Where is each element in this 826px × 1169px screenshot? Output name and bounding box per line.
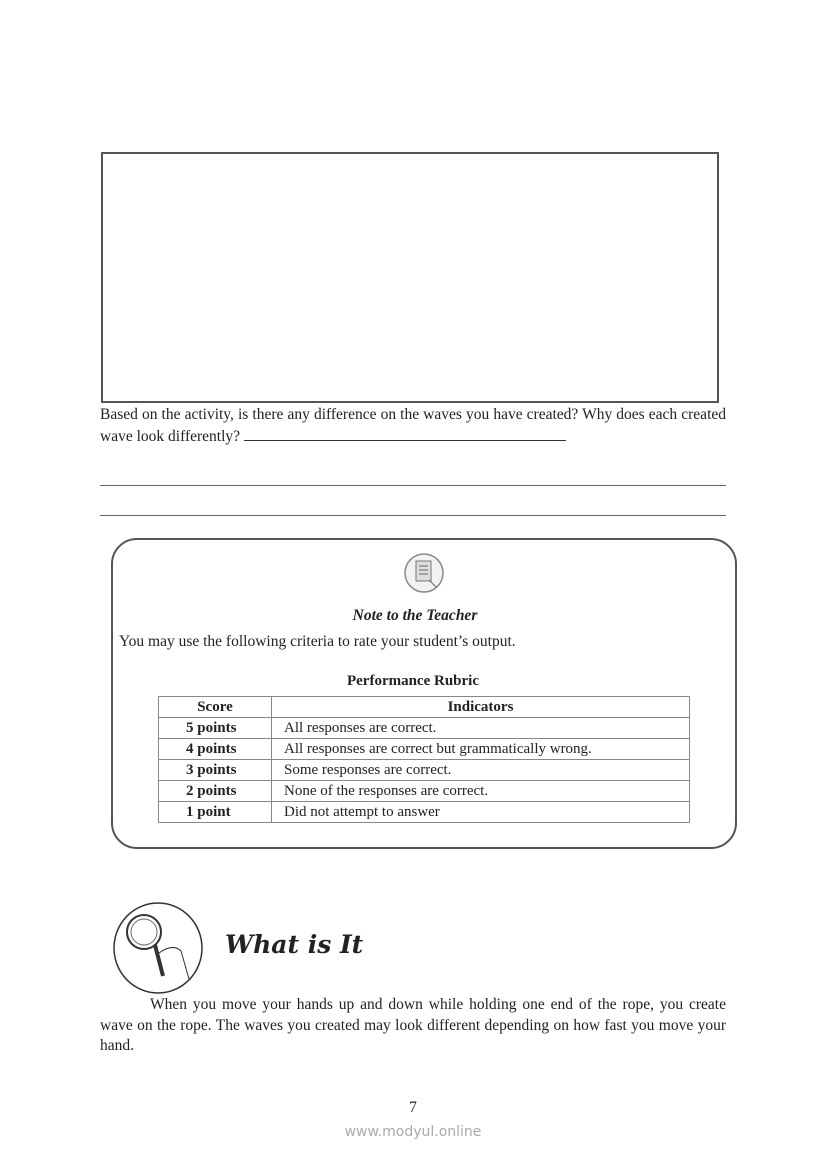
score-cell: 2 points [159, 781, 272, 802]
indicator-cell: All responses are correct but grammatically wrong. [272, 739, 690, 760]
indicator-cell: All responses are correct. [272, 718, 690, 739]
magnifying-glass-icon [111, 901, 205, 995]
score-cell: 3 points [159, 760, 272, 781]
table-row [159, 760, 690, 781]
notes-icon [403, 552, 445, 594]
table-row [159, 718, 690, 739]
watermark: www.modyul.online [344, 1124, 482, 1140]
column-header-indicators: Indicators [272, 697, 690, 718]
teacher-note-intro: You may use the following criteria to rate your student’s output. [119, 633, 516, 650]
indicator-cell: Some responses are correct. [272, 760, 690, 781]
indicator-cell: Did not attempt to answer [272, 802, 690, 823]
table-row [159, 802, 690, 823]
score-cell: 5 points [159, 718, 272, 739]
answer-line[interactable] [100, 485, 726, 486]
activity-question [100, 404, 726, 448]
page-number: 7 [409, 1099, 417, 1116]
answer-blank[interactable] [244, 426, 566, 441]
answer-line[interactable] [100, 515, 726, 516]
score-cell: 1 point [159, 802, 272, 823]
teacher-note-heading: Note to the Teacher [352, 607, 478, 624]
question-text: Based on the activity, is there any difference on the waves you have created? Why does each created wave look differently? [100, 406, 726, 445]
rubric-table [158, 696, 690, 823]
drawing-answer-box[interactable] [101, 152, 719, 403]
table-row [159, 781, 690, 802]
score-cell: 4 points [159, 739, 272, 760]
section-title: What is It [225, 930, 364, 959]
table-header-row [159, 697, 690, 718]
table-row [159, 739, 690, 760]
column-header-score: Score [159, 697, 272, 718]
rubric-title: Performance Rubric [346, 673, 480, 689]
indicator-cell: None of the responses are correct. [272, 781, 690, 802]
section-body: When you move your hands up and down while holding one end of the rope, you create wave on the rope. The waves you created may look different depending on how fast you move your hand. [100, 996, 726, 1054]
